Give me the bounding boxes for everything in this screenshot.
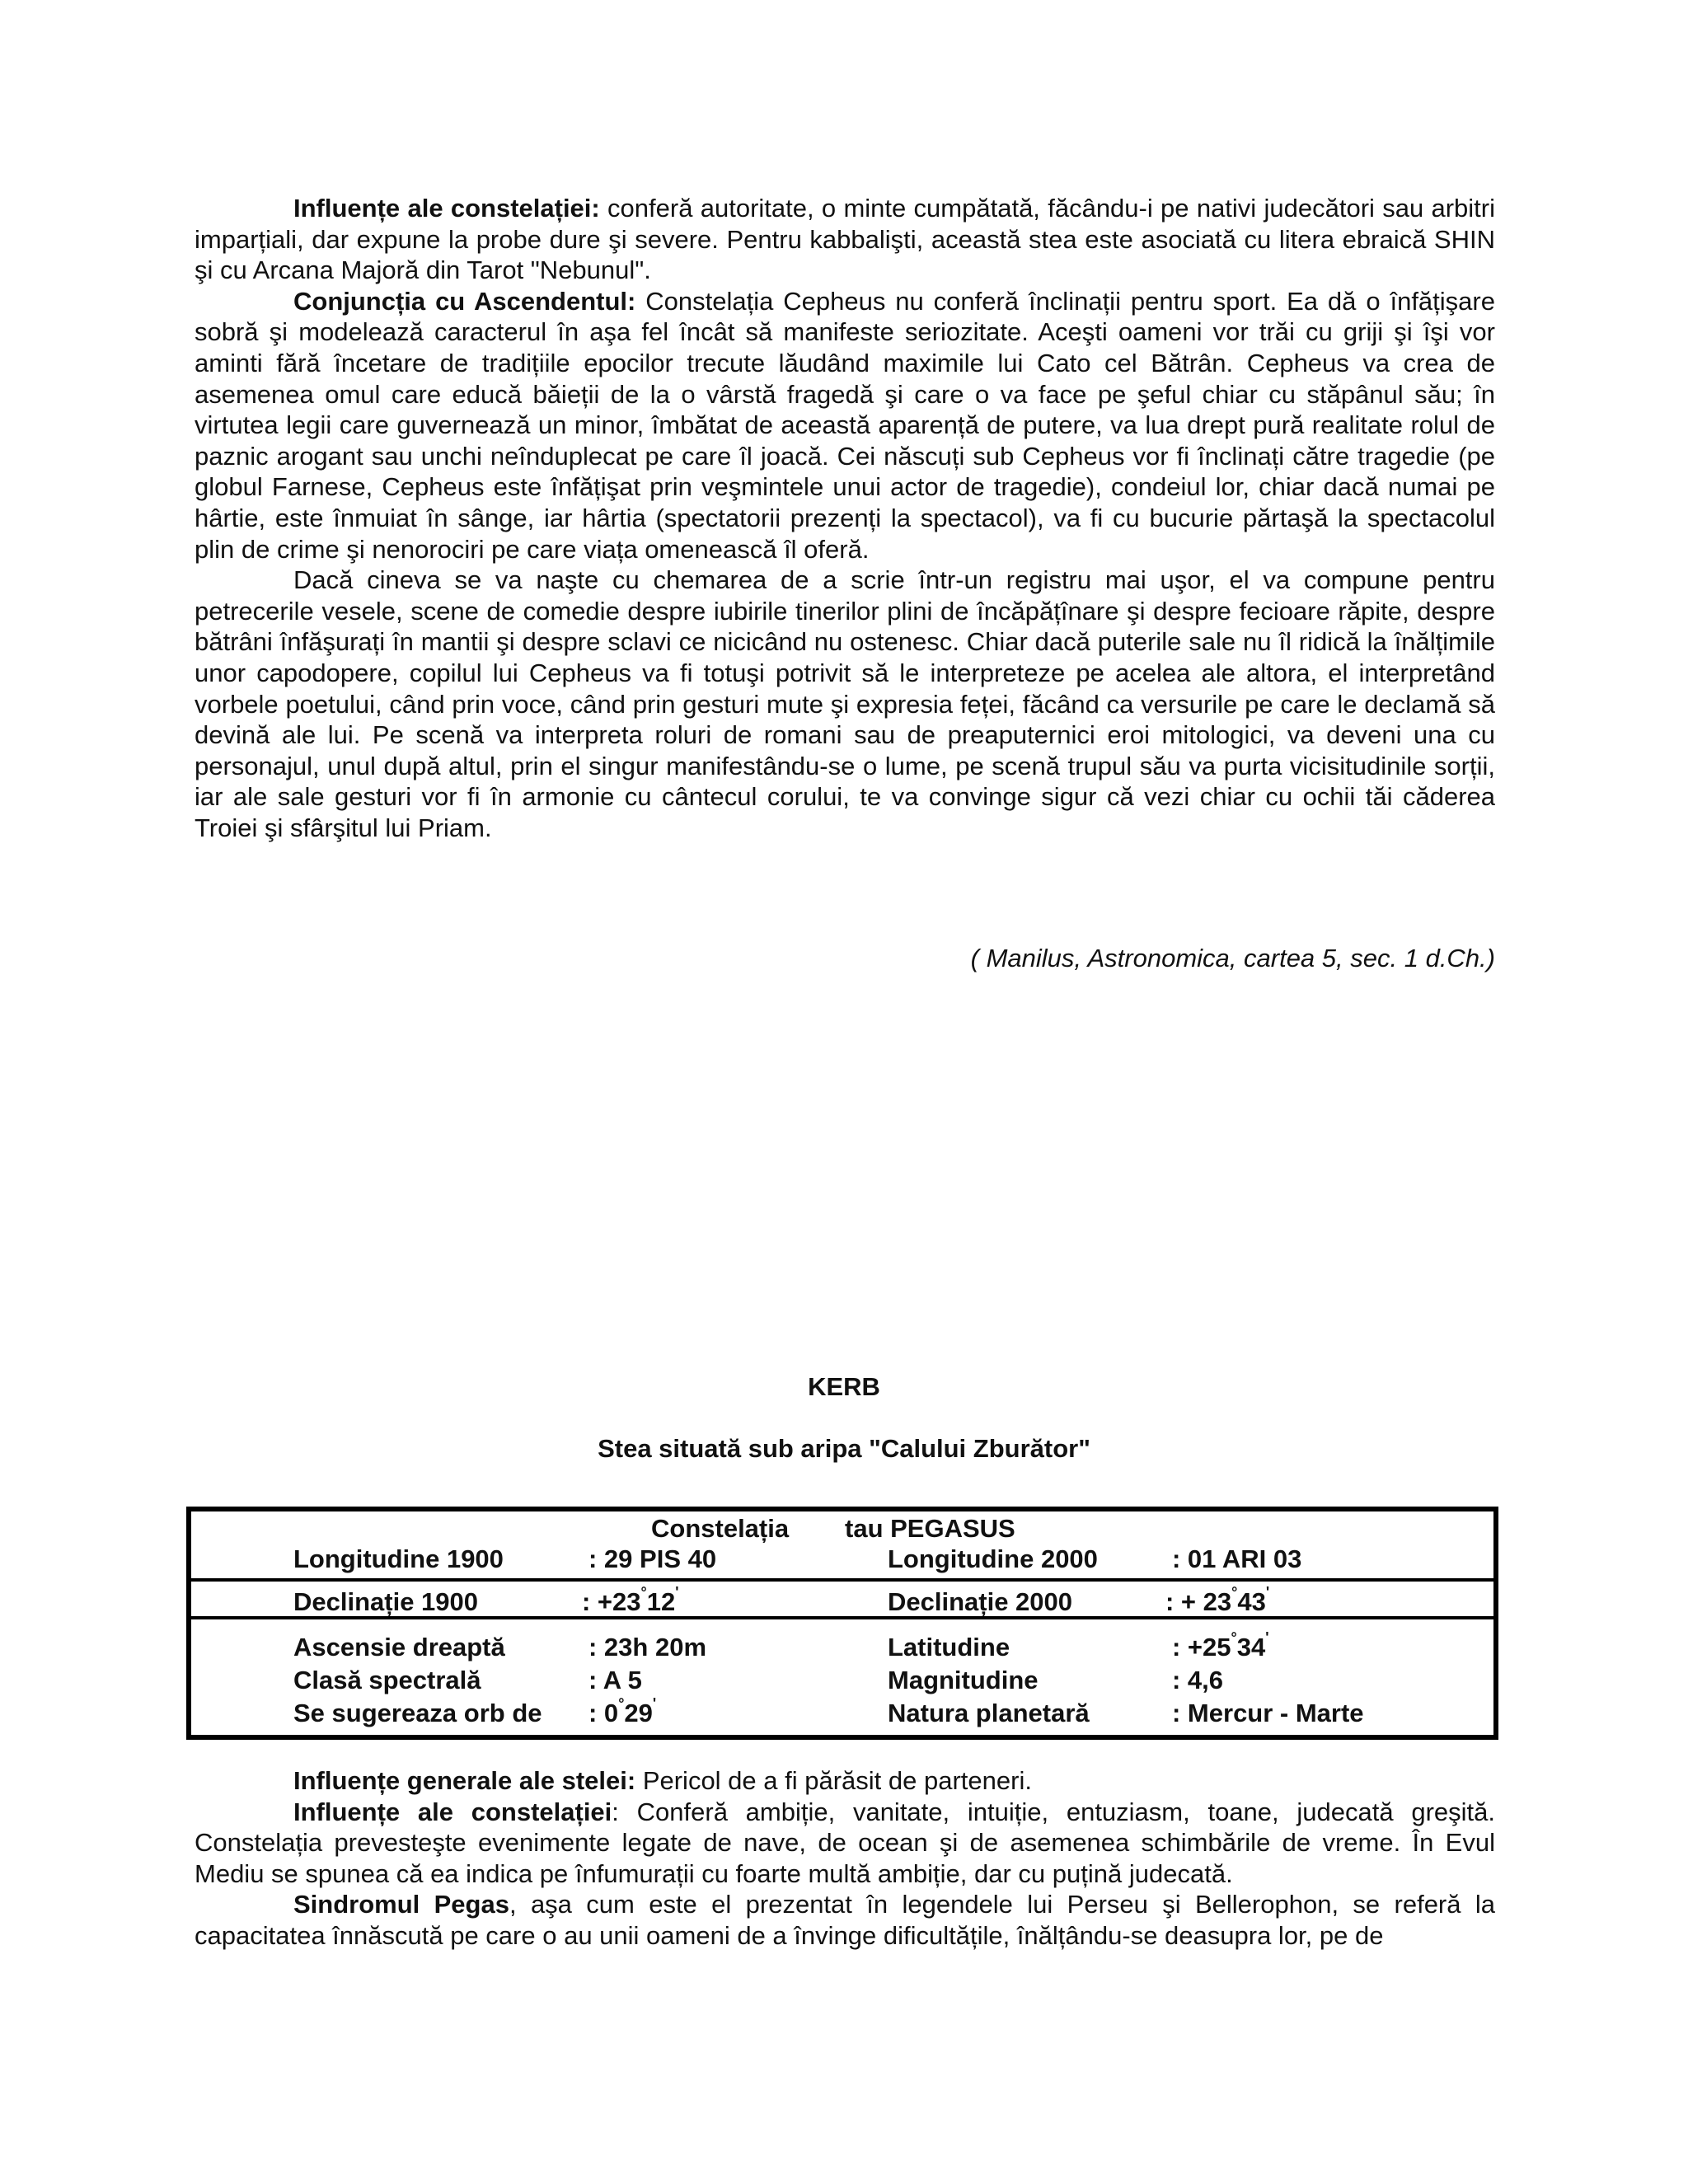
latitude-value: : +25°34' [1172, 1629, 1269, 1661]
paragraph-text: , aşa cum este el prezentat în legendele lui Perseu şi Bellerophon, se referă la capacitatea înnăscută pe care o au unii oameni de a învinge dificultățile, înălțându-se deasupra lor, pe de [195, 1890, 1495, 1950]
spectral-class-value: : A 5 [588, 1666, 642, 1694]
declination-1900-label: Declinație 1900 [293, 1587, 479, 1616]
paragraph-general-influences [195, 1765, 1495, 1797]
paragraph-pegasus-syndrome [195, 1889, 1495, 1951]
paragraph-text: Pericol de a fi părăsit de parteneri. [635, 1766, 1032, 1795]
star-subtitle: Stea situată sub aripa "Calului Zburător" [598, 1434, 1090, 1463]
orb-value: : 0°29' [588, 1695, 657, 1727]
paragraph-comedy [195, 565, 1495, 843]
paragraph-lead: Influențe generale ale stelei: [293, 1766, 636, 1795]
longitude-1900-label: Longitudine 1900 [293, 1544, 504, 1573]
paragraph-lead: Influențe ale constelației: [293, 194, 600, 223]
magnitude-value: : 4,6 [1172, 1666, 1224, 1694]
constellation-label: Constelația [651, 1514, 790, 1543]
planetary-nature-label: Natura planetară [888, 1699, 1090, 1727]
declination-1900-value: : +23°12' [582, 1584, 679, 1616]
orb-label: Se sugereaza orb de [293, 1699, 542, 1727]
paragraph-constellation-influences [195, 1797, 1495, 1890]
citation: ( Manilus, Astronomica, cartea 5, sec. 1 d.Ch.) [970, 944, 1495, 972]
paragraph-lead: Conjuncția cu Ascendentul: [293, 286, 636, 316]
longitude-2000-label: Longitudine 2000 [888, 1544, 1098, 1573]
star-data-table [186, 1507, 1498, 1740]
paragraph-text: conferă autoritate, o minte cumpătată, făcându-i pe nativi judecători sau arbitri imparțiali, dar expune la probe dure şi severe. Pentru kabbalişti, această stea este asociată cu litera ebraică SHIN şi cu Arcana Majoră din Tarot "Nebunul". [195, 194, 1496, 285]
paragraph-text: Dacă cineva se va naşte cu chemarea de a scrie într-un registru mai uşor, el va compune pentru petrecerile vesele, scene de comedie despre iubirile tinerilor plini de încăpățînare şi despre fecioare răpite, despre bătrâni înfăşurați în mantii şi despre sclavi ce nicicând nu ostenesc. Chiar dacă puterile sale nu îl ridică la înălțimile unor capodopere, copilul lui Cepheus va fi totuşi potrivit să le interpreteze pe acelea ale altora, el interpretând vorbele poetului, când prin voce, când prin gesturi mute şi expresia feței, făcând ca versurile pe care le declamă să devină ale lui. Pe scenă va interpreta roluri de romani sau de preaputernici eroi mitologici, va deveni una cu personajul, unul după altul, prin el singur manifestându-se o lume, pe scenă trupul său va purta vicisitudinile sorții, iar ale sale gesturi vor fi în armonie cu cântecul corului, te va convinge sigur că vezi chiar cu ochii tăi căderea Troiei şi sfârşitul lui Priam. [195, 565, 1495, 842]
cepheus-text-section [195, 193, 1495, 843]
magnitude-label: Magnitudine [888, 1666, 1039, 1694]
paragraph-text: : Conferă ambiție, vanitate, intuiție, entuziasm, toane, judecată greşită. Constelația prevesteşte evenimente legate de nave, de ocean şi de asemenea schimbările de vreme. În Evul Mediu se spunea că ea indica pe înfumurații cu foarte multă ambiție, dar cu puțină judecată. [195, 1797, 1495, 1888]
paragraph-text: Constelația Cepheus nu conferă înclinații pentru sport. Ea dă o înfățişare sobră şi modelează caracterul în aşa fel încât să manifeste seriozitate. Aceşti oameni vor trăi cu griji şi îşi vor aminti fără încetare de tradițiile epocilor trecute lăudând maximile lui Cato cel Bătrân. Cepheus va crea de asemenea omul care educă băieții de la o vârstă fragedă şi care o va face pe şeful chiar cu stăpânul său; în virtutea legii care guvernează un minor, îmbătat de această aparență de putere, va lua drept pură realitate rolul de paznic arogant sau unchi neînduplecat pe care îl joacă. Cei născuți sub Cepheus vor fi înclinați către tragedie (pe globul Farnese, Cepheus este înfățişat prin veşmintele unui actor de tragedie), condeiul lor, chiar dacă numai pe hârtie, este înmuiat în sânge, iar hârtia (spectatorii prezenți la spectacol), va fi cu bucurie părtaşă la spectacolul plin de crime şi nenorociri pe care viața omenească îl oferă. [195, 286, 1495, 564]
paragraph-lead: Sindromul Pegas [293, 1890, 509, 1919]
right-ascension-label: Ascensie dreaptă [293, 1633, 505, 1661]
paragraph-constellation-influences [195, 193, 1495, 286]
star-name-heading: KERB [808, 1372, 880, 1401]
declination-2000-value: : + 23°43' [1165, 1584, 1270, 1616]
longitude-1900-value: : 29 PIS 40 [588, 1544, 717, 1573]
table-divider [191, 1578, 1493, 1582]
longitude-2000-value: : 01 ARI 03 [1172, 1544, 1302, 1573]
declination-2000-label: Declinație 2000 [888, 1587, 1073, 1616]
right-ascension-value: : 23h 20m [588, 1633, 707, 1661]
planetary-nature-value: : Mercur - Marte [1172, 1699, 1364, 1727]
paragraph-lead: Influențe ale constelației [293, 1797, 612, 1826]
paragraph-ascendant-conjunction [195, 286, 1495, 565]
constellation-value: tau PEGASUS [845, 1514, 1015, 1543]
kerb-text-section [195, 1765, 1495, 1952]
latitude-label: Latitudine [888, 1633, 1010, 1661]
spectral-class-label: Clasă spectrală [293, 1666, 481, 1694]
